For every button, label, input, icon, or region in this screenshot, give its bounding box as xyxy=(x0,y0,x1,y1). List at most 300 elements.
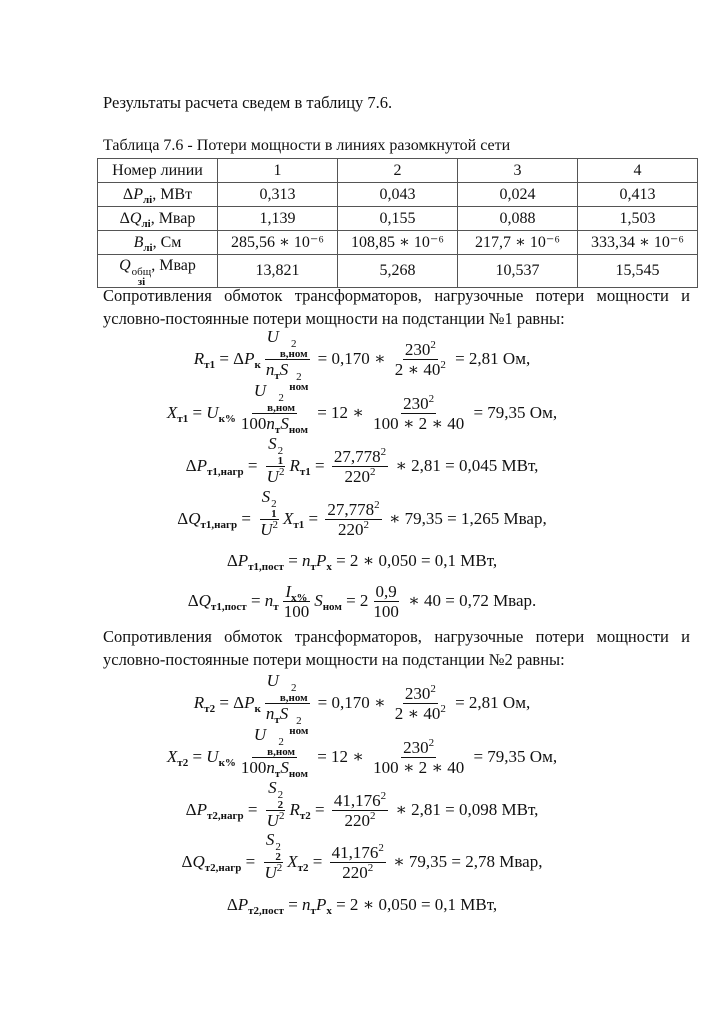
fraction-denominator xyxy=(264,704,311,737)
subscript: ном xyxy=(288,424,308,436)
math-variable: S xyxy=(268,778,277,797)
math-text: = 79,35 Ом, xyxy=(469,402,558,422)
sub-superscript xyxy=(280,683,308,703)
math-variable: n xyxy=(264,590,274,610)
subscript: т xyxy=(310,905,316,917)
math-text: 230 xyxy=(404,684,431,703)
formula xyxy=(0,434,724,487)
fraction-denominator xyxy=(340,863,375,882)
header-cell-line: 2 xyxy=(338,159,458,183)
fraction-numerator-content xyxy=(327,500,379,519)
math-text: , МВт xyxy=(152,185,193,203)
fraction xyxy=(264,327,311,393)
fraction xyxy=(265,778,287,831)
math-text: = xyxy=(310,455,329,475)
math-text: 27,778 xyxy=(333,447,381,466)
math-variable: X xyxy=(166,746,178,766)
table-cell: 10,537 xyxy=(458,255,578,288)
row-label xyxy=(98,231,218,255)
math-variable: R xyxy=(193,692,205,712)
math-text: , См xyxy=(152,233,182,251)
superscript: 2 xyxy=(276,862,283,874)
math-variable: P xyxy=(196,455,207,475)
math-text: = 2,81 Ом, xyxy=(450,692,531,712)
header-cell-line: 4 xyxy=(578,159,698,183)
math-text: 2 ∗ 40 xyxy=(394,360,441,379)
math-variable: R xyxy=(193,348,205,368)
math-variable: S xyxy=(261,487,271,506)
math-text: = xyxy=(188,402,207,422)
subscript: т2 xyxy=(204,702,216,715)
fraction-denominator-content xyxy=(373,414,464,433)
math-text: 100 xyxy=(373,602,399,621)
table-row xyxy=(98,231,698,255)
math-variable: n xyxy=(266,414,275,433)
fraction-numerator-content xyxy=(334,447,386,466)
fraction-denominator-content xyxy=(395,704,446,723)
superscript: 2 xyxy=(440,703,446,715)
fraction xyxy=(330,843,386,883)
superscript: 2 xyxy=(369,466,376,478)
fraction xyxy=(332,791,388,831)
math-text: , Мвар xyxy=(151,257,196,274)
header-cell-line: 1 xyxy=(218,159,338,183)
subscript: т2,нагр xyxy=(204,861,242,874)
subscript: 2 xyxy=(277,799,284,811)
fraction xyxy=(262,830,284,883)
fraction-denominator xyxy=(258,520,280,539)
subscript: х xyxy=(326,561,332,573)
math-text: 100 xyxy=(283,602,310,621)
math-text: = 2 ∗ 0,050 = 0,1 МВт, xyxy=(331,551,498,570)
subscript: в,ном xyxy=(279,692,308,704)
fraction-denominator-content xyxy=(344,467,375,486)
fraction-numerator-content xyxy=(268,434,283,466)
math-variable: Q xyxy=(119,257,131,274)
subscript: т1 xyxy=(204,358,216,371)
paragraph-1-line-1: Сопротивления обмоток трансформаторов, нагрузочные потери мощности и xyxy=(103,286,690,305)
paragraph-2-line-2: условно-постоянные потери мощности на подстанции №2 равны: xyxy=(103,650,565,669)
math-text: = 0,170 ∗ xyxy=(313,348,390,368)
subscript: лi xyxy=(141,217,151,230)
math-text: 230 xyxy=(404,340,431,359)
formula xyxy=(0,725,724,780)
subscript: 2 xyxy=(275,851,281,863)
superscript: 2 xyxy=(363,519,369,531)
math-text: 100 xyxy=(240,758,267,777)
superscript: 2 xyxy=(378,842,384,854)
sub-superscript xyxy=(275,842,281,862)
math-text: = 79,35 Ом, xyxy=(469,746,558,766)
formula xyxy=(0,671,724,737)
fraction-denominator xyxy=(371,414,466,433)
header-cell-line-number: Номер линии xyxy=(98,159,218,183)
math-text: = xyxy=(246,590,265,610)
math-text: 230 xyxy=(403,738,429,757)
table-cell: 13,821 xyxy=(218,255,338,288)
math-variable: S xyxy=(279,360,289,379)
subscript: т xyxy=(273,600,279,613)
table-cell: 0,413 xyxy=(578,183,698,207)
superscript: 2 xyxy=(380,446,387,458)
fraction xyxy=(371,738,466,778)
math-variable: U xyxy=(253,381,267,400)
math-variable: U xyxy=(266,327,279,346)
subscript: к xyxy=(254,702,261,715)
math-variable: P xyxy=(244,348,255,368)
paragraph-2-line-1: Сопротивления обмоток трансформаторов, нагрузочные потери мощности и xyxy=(103,627,690,646)
fraction-numerator-content xyxy=(262,487,277,519)
fraction-denominator-content xyxy=(395,360,446,379)
superscript: 2 xyxy=(278,736,284,748)
sub-superscript xyxy=(132,267,152,287)
math-variable: S xyxy=(279,704,289,723)
fraction-numerator xyxy=(403,340,438,360)
subscript: х% xyxy=(291,592,308,604)
subscript: х xyxy=(326,905,332,917)
math-variable: U xyxy=(266,467,279,486)
superscript: 2 xyxy=(278,466,285,478)
math-variable: P xyxy=(315,551,327,570)
math-text: 220 xyxy=(344,811,370,830)
subscript: т2 xyxy=(177,756,189,769)
fraction-numerator-content xyxy=(332,843,384,862)
fraction-numerator xyxy=(401,738,436,758)
subscript: в,ном xyxy=(279,348,308,360)
math-text: Δ xyxy=(226,551,238,570)
math-text: = xyxy=(243,799,262,819)
fraction-numerator xyxy=(403,684,438,704)
fraction xyxy=(393,684,448,724)
math-text: = xyxy=(237,508,256,528)
table-header-row xyxy=(98,159,698,183)
fraction-numerator-content xyxy=(266,830,281,862)
math-variable: U xyxy=(253,725,267,744)
power-loss-table xyxy=(97,158,698,288)
table-cell: 5,268 xyxy=(338,255,458,288)
subscript: т xyxy=(274,768,281,780)
fraction-numerator xyxy=(330,843,386,863)
math-variable: S xyxy=(280,758,289,777)
fraction xyxy=(258,487,280,540)
math-variable: P xyxy=(237,551,249,570)
subscript: ном xyxy=(289,725,309,737)
fraction-denominator xyxy=(265,467,287,486)
subscript: в,ном xyxy=(267,746,295,758)
superscript: 2 xyxy=(430,339,436,351)
math-variable: U xyxy=(206,402,219,422)
subscript: т1 xyxy=(299,465,311,478)
fraction-numerator xyxy=(283,582,309,602)
fraction-denominator xyxy=(393,360,448,379)
math-variable: R xyxy=(289,455,300,475)
math-variable: U xyxy=(266,811,279,830)
fraction-numerator xyxy=(264,830,283,863)
subscript: т xyxy=(274,370,280,382)
math-variable: R xyxy=(289,799,300,819)
math-text: Δ xyxy=(177,508,189,528)
math-variable: U xyxy=(206,746,219,766)
fraction-numerator-content xyxy=(254,381,295,413)
fraction-denominator xyxy=(264,360,311,393)
fraction-denominator xyxy=(371,758,466,777)
math-text: = xyxy=(310,799,329,819)
math-text: = xyxy=(241,851,260,871)
sub-superscript xyxy=(278,446,284,466)
math-text: = 2,81 Ом, xyxy=(450,348,531,368)
subscript: т2 xyxy=(297,861,309,874)
row-label xyxy=(98,255,218,288)
math-variable: n xyxy=(265,360,275,379)
math-text: ∗ 2,81 = 0,098 МВт, xyxy=(391,799,539,819)
subscript: т2,нагр xyxy=(206,809,244,822)
fraction xyxy=(239,725,310,780)
table-cell: 0,313 xyxy=(218,183,338,207)
formula xyxy=(0,327,724,393)
math-text: Δ xyxy=(187,590,199,610)
subscript: 1 xyxy=(277,455,284,467)
superscript: 2 xyxy=(291,338,297,350)
math-variable: U xyxy=(264,863,277,882)
math-text: 0,9 xyxy=(375,582,397,601)
math-variable: n xyxy=(302,551,311,570)
math-variable: Q xyxy=(192,851,205,871)
fraction-denominator-content xyxy=(267,811,285,830)
sub-superscript xyxy=(278,790,284,810)
subscript: к% xyxy=(218,412,236,425)
fraction-numerator-content xyxy=(376,582,397,601)
math-variable: S xyxy=(265,830,275,849)
fraction-denominator-content xyxy=(284,602,310,621)
superscript: 2 xyxy=(277,789,284,801)
fraction-numerator xyxy=(325,500,381,520)
subscript: ном xyxy=(322,600,342,613)
math-variable: U xyxy=(266,671,279,690)
math-variable: B xyxy=(133,233,144,251)
fraction-denominator xyxy=(336,520,371,539)
math-text: = xyxy=(304,508,323,528)
formula xyxy=(0,551,724,571)
math-variable: X xyxy=(287,851,298,871)
math-text: = 0,170 ∗ xyxy=(313,692,390,712)
fraction-denominator-content xyxy=(240,414,308,436)
fraction-denominator-content xyxy=(342,863,373,882)
fraction-denominator xyxy=(342,467,377,486)
formula xyxy=(0,778,724,831)
subscript: т1,пост xyxy=(210,600,247,613)
table-cell: 0,155 xyxy=(338,207,458,231)
fraction-denominator-content xyxy=(373,758,464,777)
intro-text: Результаты расчета сведем в таблицу 7.6. xyxy=(103,93,393,112)
superscript: 2 xyxy=(367,862,374,874)
math-text: 100 xyxy=(240,414,267,433)
math-text: = 12 ∗ xyxy=(312,746,369,766)
math-text: = xyxy=(188,746,207,766)
row-label xyxy=(98,207,218,231)
fraction-denominator xyxy=(239,758,310,780)
math-text: , Мвар xyxy=(150,209,196,227)
subscript: 1 xyxy=(271,508,277,520)
formula xyxy=(0,895,724,915)
fraction xyxy=(371,582,401,622)
fraction-numerator xyxy=(265,671,310,704)
fraction-numerator-content xyxy=(254,725,295,757)
table-cell: 0,088 xyxy=(458,207,578,231)
superscript: 2 xyxy=(275,841,281,853)
math-text: 220 xyxy=(337,520,364,539)
subscript: т xyxy=(274,424,281,436)
fraction xyxy=(325,500,381,540)
fraction-numerator-content xyxy=(334,791,386,810)
fraction xyxy=(393,340,448,380)
superscript: 2 xyxy=(374,499,380,511)
sub-superscript xyxy=(280,339,308,359)
math-text: Δ xyxy=(185,455,197,475)
superscript: 2 xyxy=(440,359,446,371)
fraction xyxy=(239,381,310,436)
fraction-numerator xyxy=(260,487,279,520)
math-variable: Q xyxy=(129,209,142,227)
math-text: Δ xyxy=(122,185,134,203)
math-text: 2 ∗ 40 xyxy=(394,704,441,723)
subscript: зi xyxy=(137,276,146,288)
fraction-numerator xyxy=(265,327,310,360)
fraction-denominator-content xyxy=(260,520,278,539)
subscript: т1,пост xyxy=(248,561,284,573)
superscript: 2 xyxy=(380,790,387,802)
fraction-numerator-content xyxy=(268,778,283,810)
sub-superscript xyxy=(271,499,277,519)
table-cell: 0,024 xyxy=(458,183,578,207)
formula xyxy=(0,381,724,436)
superscript: 2 xyxy=(291,682,297,694)
math-variable: n xyxy=(302,895,311,914)
table-cell: 108,85 ∗ 10⁻⁶ xyxy=(338,231,458,255)
math-text: 220 xyxy=(344,467,370,486)
math-variable: S xyxy=(280,414,289,433)
superscript: 2 xyxy=(296,371,302,383)
fraction-denominator xyxy=(371,602,401,621)
fraction-denominator-content xyxy=(344,811,375,830)
fraction-denominator xyxy=(239,414,310,436)
math-variable: P xyxy=(133,185,143,203)
math-text: Δ xyxy=(185,799,197,819)
header-cell-line: 3 xyxy=(458,159,578,183)
sub-superscript xyxy=(267,393,295,413)
math-variable: S xyxy=(268,434,277,453)
math-variable: n xyxy=(266,758,275,777)
math-text: = xyxy=(283,551,303,570)
fraction-numerator xyxy=(374,582,399,602)
math-variable: n xyxy=(265,704,275,723)
subscript: т2,пост xyxy=(248,905,284,917)
paragraph-1-line-2: условно-постоянные потери мощности на подстанции №1 равны: xyxy=(103,309,565,328)
fraction-denominator xyxy=(262,863,284,882)
math-text: = Δ xyxy=(215,348,245,368)
math-text: ∗ 79,35 = 2,78 Мвар, xyxy=(388,851,543,871)
superscript: 2 xyxy=(278,392,284,404)
subscript: т1 xyxy=(177,412,189,425)
formula xyxy=(0,487,724,540)
table-cell: 15,545 xyxy=(578,255,698,288)
math-variable: X xyxy=(282,508,294,528)
table-row xyxy=(98,183,698,207)
fraction-denominator-content xyxy=(338,520,369,539)
fraction-denominator-content xyxy=(240,758,308,780)
math-text: 27,778 xyxy=(327,500,375,519)
math-variable: P xyxy=(237,895,249,914)
fraction-numerator xyxy=(252,381,297,414)
subscript: к xyxy=(254,358,261,371)
fraction-numerator xyxy=(332,791,388,811)
math-text: = 12 ∗ xyxy=(312,402,369,422)
table-cell: 333,34 ∗ 10⁻⁶ xyxy=(578,231,698,255)
superscript: 2 xyxy=(271,498,277,510)
fraction xyxy=(282,582,312,622)
superscript: 2 xyxy=(428,737,435,749)
fraction-numerator-content xyxy=(405,340,436,359)
math-variable: S xyxy=(314,590,323,610)
fraction-numerator-content xyxy=(403,738,434,757)
table-cell: 285,56 ∗ 10⁻⁶ xyxy=(218,231,338,255)
fraction xyxy=(332,447,388,487)
fraction-denominator-content xyxy=(373,602,399,621)
fraction-numerator xyxy=(252,725,297,758)
subscript: ном xyxy=(289,381,309,393)
math-text: 100 ∗ 2 ∗ 40 xyxy=(373,758,465,777)
math-text: = xyxy=(283,895,303,914)
math-text: = xyxy=(243,455,262,475)
fraction-numerator-content xyxy=(285,582,308,604)
math-text: 41,176 xyxy=(331,843,379,862)
table-cell: 217,7 ∗ 10⁻⁶ xyxy=(458,231,578,255)
subscript: ном xyxy=(288,768,308,780)
fraction-numerator xyxy=(266,778,285,811)
fraction xyxy=(264,671,311,737)
math-variable: Q xyxy=(188,508,201,528)
superscript: 2 xyxy=(272,519,278,531)
subscript: т xyxy=(274,714,280,726)
fraction xyxy=(265,434,287,487)
math-text: ∗ 40 = 0,72 Мвар. xyxy=(403,590,537,610)
table-caption: Таблица 7.6 - Потери мощности в линиях разомкнутой сети xyxy=(103,137,511,154)
math-variable: X xyxy=(166,402,178,422)
math-text: = xyxy=(308,851,327,871)
math-variable: P xyxy=(244,692,255,712)
subscript: т2 xyxy=(299,809,311,822)
math-variable: P xyxy=(196,799,207,819)
formula xyxy=(0,582,724,622)
superscript: 2 xyxy=(428,393,435,405)
table-cell: 1,503 xyxy=(578,207,698,231)
fraction-denominator-content xyxy=(264,863,282,882)
math-variable: Q xyxy=(198,590,211,610)
subscript: т1,нагр xyxy=(200,518,238,531)
fraction-denominator xyxy=(393,704,448,723)
sub-superscript xyxy=(267,737,295,757)
subscript: т1,нагр xyxy=(206,465,244,478)
fraction-numerator xyxy=(401,394,436,414)
fraction-numerator-content xyxy=(267,327,308,359)
fraction-numerator-content xyxy=(267,671,308,703)
math-text: ∗ 79,35 = 1,265 Мвар, xyxy=(384,508,547,528)
superscript: 2 xyxy=(296,715,302,727)
formula xyxy=(0,830,724,883)
math-variable: P xyxy=(315,895,327,914)
subscript: лi xyxy=(143,241,153,254)
fraction-numerator xyxy=(266,434,285,467)
superscript: общ xyxy=(131,266,152,278)
